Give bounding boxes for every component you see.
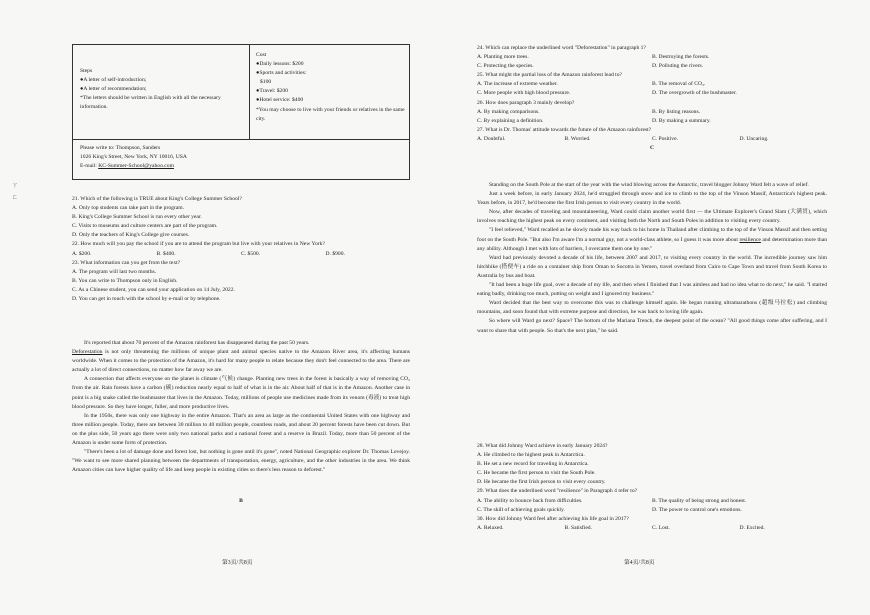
steps-cell (77, 67, 247, 112)
paragraph: Ward had previously devoted a decade of his life, between 2007 and 2017, to visiting every country in the world. The incredible journey saw him hitchhike (搭便车) a ride on a container ship from Oman to Socotra in Yemen, travel overland from Cairo to Cape Town and travel from South Korea to Australia by bus and boat. (477, 254, 827, 279)
option[interactable]: B. The removal of CO₂. (652, 81, 706, 88)
underlined-word: resilience (739, 236, 761, 243)
email-line: E-mail: KC-Summer-School@yahoo.com (80, 163, 174, 170)
page-number-right: 第4页/共8页 (624, 560, 655, 566)
paragraph: Now, after decades of traveling and mountaineering, Ward could claim another world first — the Ultimate Explorer's Grand Slam (大满贯), which involves reaching the highest peak on every continent, and visiting both the North and South Poles in addition to visiting every country. (477, 209, 827, 225)
option[interactable]: A. Planting more trees. (477, 54, 529, 61)
info-table (72, 44, 410, 180)
questions-21-23 (72, 195, 410, 304)
option[interactable]: A. Only top students can take part in the program. (72, 205, 185, 212)
option[interactable]: C. Protecting the species. (477, 63, 534, 70)
section-label-b: B (239, 498, 243, 504)
option[interactable]: B. The quality of being strong and honest. (652, 497, 747, 504)
options-grid (477, 497, 827, 515)
options-row (477, 524, 827, 533)
email-link[interactable]: KC-Summer-School@yahoo.com (98, 163, 174, 170)
margin-mark: ㄚ (12, 183, 19, 189)
option[interactable]: D. By making a summary. (652, 117, 711, 124)
question-stem: 29. What does the underlined word "resilience" in Paragraph 4 refer to? (477, 488, 638, 495)
paragraph: "I feel relieved," Ward recalled as he slowly made his way back to his home in Thailand after climbing to the top of the Vinson Massif and then setting foot on the South Pole. "But also I'm aware I'm a normal guy, not a world-class athlete, so I guess it was more about resilience and determination more than any ability. Although I met with lots of barriers, I overcame them one by one." (477, 227, 827, 252)
address-line: 1026 King's Street, New York, NY 10016, USA (80, 154, 187, 161)
option[interactable]: D. The power to control one's emotions. (652, 506, 742, 513)
option[interactable]: A. The ability to bounce back from difficulties. (477, 497, 583, 504)
step-item: ●A letter of recommendation; (80, 86, 147, 93)
option[interactable]: C. By explaining a definition. (477, 117, 544, 124)
options-grid (477, 53, 827, 71)
question-stem: 21. Which of the following is TRUE about King's College Summer School? (72, 196, 242, 202)
option[interactable]: D. Only the teachers of King's College give courses. (72, 232, 190, 239)
passage-c (477, 181, 827, 336)
cost-title: Cost (256, 52, 267, 58)
option[interactable]: B. Destroying the forests. (652, 54, 710, 61)
paragraph: It's reported that about 70 percent of the Amazon rainforest has disappeared during the past 50 years. (84, 340, 310, 346)
paragraph: "There's been a lot of damage done and forest lost, but nothing is gone until it's gone", noted National Geographic explorer Dr. Thomas Lovejoy. "We want to see more shared planning between the departments of transportation, energy, agriculture, and the other industries in the area. We think Amazon cities can have higher quality of life and keep people in existing cities so there's less reason to deforest." (72, 449, 410, 474)
option[interactable]: C. $500. (241, 250, 261, 257)
option[interactable]: D. Uncaring. (739, 135, 769, 142)
option[interactable]: B. He set a new record for traveling in Antarctica. (477, 461, 589, 468)
options-grid (477, 80, 827, 98)
margin-mark: ㄈ (12, 195, 19, 201)
question-stem: 25. What might the partial loss of the Amazon rainforest lead to? (477, 72, 622, 79)
options-row (72, 250, 410, 259)
option[interactable]: D. He became the first Irish person to visit every country. (477, 479, 606, 486)
option[interactable]: C. Lost. (652, 524, 670, 531)
underlined-word: Deforestation (72, 349, 103, 356)
address-line: Please write to: Thompson, Sanders (80, 145, 161, 151)
cost-cell (253, 51, 409, 124)
cost-item: ●Sports and activities: (256, 70, 307, 77)
steps-title: Steps (80, 68, 93, 74)
step-item: ●A letter of self-introduction; (80, 77, 147, 84)
option[interactable]: A. Doubtful. (477, 135, 506, 142)
address-cell (77, 144, 407, 171)
questions-28-30 (477, 442, 827, 533)
option[interactable]: D. Excited. (739, 524, 765, 531)
cost-item: $100 (260, 79, 272, 86)
question-stem: 26. How does paragraph 3 mainly develop? (477, 99, 575, 106)
page-number-left: 第3页/共8页 (222, 560, 253, 566)
option[interactable]: D. Polluting the rivers. (652, 63, 704, 70)
paragraph: Just a week before, in early January 2024, he'd struggled through snow and ice to climb to the top of the Vinson Massif, Antarctica's highest peak. Years before, in 2017, he'd become the first Irish person to visit every country in the world. (477, 191, 827, 207)
paragraph: In the 1950s, there was only one highway in the entire Amazon. That's an area as large as the continental United States with one highway and three million people. Today, there are between 30 million to 40 million people, countless roads, and about 20 percent forests have been cut down. But on the plus side, 50 years ago there were only two national parks and a national forest and a reserve in Brazil. Today, more than 50 percent of the Amazon is under some form of protection. (72, 412, 410, 447)
option[interactable]: C. Visits to museums and culture centers are part of the program. (72, 223, 218, 230)
option[interactable]: C. Positive. (652, 135, 678, 142)
paragraph: A connection that affects everyone on the planet is climate (气候) change. Planting new trees in the forest is basically a way of removing CO₂ from the air. Rain forests have a carbon (碳) reduction nearly equal to half of what is in the air. About half of that is in the Amazon. Another case in point is a big snake called the bushmaster that lives in the Amazon. Today, millions of people use medicines made from its venom (毒液) to treat high blood pressure. So they have longer, fuller, and more productive lives. (72, 376, 410, 410)
paragraph: So where will Ward go next? Space? The bottom of the Mariana Trench, the deepest point of the ocean? "All good things come after suffering, and I want to share that with people. So that's the next plan," he said. (477, 318, 827, 334)
option[interactable]: B. King's College Summer School is run every other year. (72, 214, 202, 221)
section-label-c: C (649, 145, 655, 152)
question-stem: 27. What is Dr. Thomas' attitude towards the future of the Amazon rainforest? (477, 126, 652, 133)
option[interactable]: B. You can write to Thompson only in English. (72, 277, 178, 284)
options-row (477, 135, 827, 144)
option[interactable]: B. $400. (156, 250, 176, 257)
cost-item: ●Travel: $200 (256, 88, 288, 95)
option[interactable]: A. The increase of extreme weather. (477, 81, 558, 88)
option[interactable]: A. $200. (72, 250, 92, 257)
passage-b (72, 339, 410, 475)
option[interactable]: A. The program will last two months. (72, 268, 157, 275)
question-stem: 30. How did Johnny Ward feel after achieving his life goal in 2017? (477, 515, 629, 522)
option[interactable]: A. He climbed to the highest peak in Antarctica. (477, 452, 585, 459)
option[interactable]: C. More people with high blood pressure. (477, 90, 571, 97)
paragraph: Ward decided that the best way to overcome this was to challenge himself again. He began running ultramarathons (超级马拉松) and climbing mountains, and soon found that with extreme purpose and direction, he was back to loving life again. (477, 300, 827, 316)
option[interactable]: B. Satisfied. (564, 524, 593, 531)
options-grid (477, 108, 827, 126)
option[interactable]: D. The overgrowth of the bushmaster. (652, 90, 737, 97)
questions-24-27 (477, 44, 827, 153)
question-stem: 28. What did Johnny Ward achieve in early January 2024? (477, 443, 608, 449)
option[interactable]: D. $900. (325, 250, 345, 257)
option[interactable]: C. As a Chinese student, you can send your application on 14 July, 2022. (72, 286, 235, 293)
option[interactable]: D. You can get in touch with the school by e-mail or by telephone. (72, 296, 221, 303)
paragraph: Standing on the South Pole at the start of the year with the wind blowing across the Antarctic, travel blogger Johnny Ward felt a wave of relief. (489, 182, 809, 188)
option[interactable]: B. Worried. (564, 135, 591, 142)
step-note: *The letters should be written in English with all the necessary information. (80, 95, 221, 111)
question-stem: 24. Which can replace the underlined word "Deforestation" in paragraph 1? (477, 45, 646, 51)
cost-item: ●Daily lessons: $200 (256, 61, 304, 68)
option[interactable]: A. Relaxed. (477, 524, 504, 531)
cost-note: *You may choose to live with your friends or relatives in the same city. (256, 106, 405, 122)
question-stem: 23. What information can you get from the text? (72, 259, 181, 266)
paragraph: Deforestation is not only threatening the millions of unique plant and animal species native to the Amazon River area, it's affecting humans worldwide. When it comes to the protection of the Amazon, it's hard for many people to relate because they don't feel connected to the area. There are actually a lot of direct connections, no matter how far away we are. (72, 349, 410, 374)
option[interactable]: C. The skill of achieving goals quickly. (477, 506, 565, 513)
option[interactable]: B. By listing reasons. (652, 108, 701, 115)
cost-item: ●Hotel service: $400 (256, 97, 304, 104)
option[interactable]: A. By making comparisons. (477, 108, 540, 115)
option[interactable]: C. He became the first person to visit the South Pole. (477, 470, 596, 477)
paragraph: "It had been a huge life goal, over a decade of my life, and then when I finished that I was aimless and had no idea what to do next," he said. "I started eating badly, drinking too much, putting on weight and I ignored my business." (477, 282, 827, 298)
question-stem: 22. How much will you pay the school if you are to attend the program but live with your relatives in New York? (72, 241, 325, 248)
